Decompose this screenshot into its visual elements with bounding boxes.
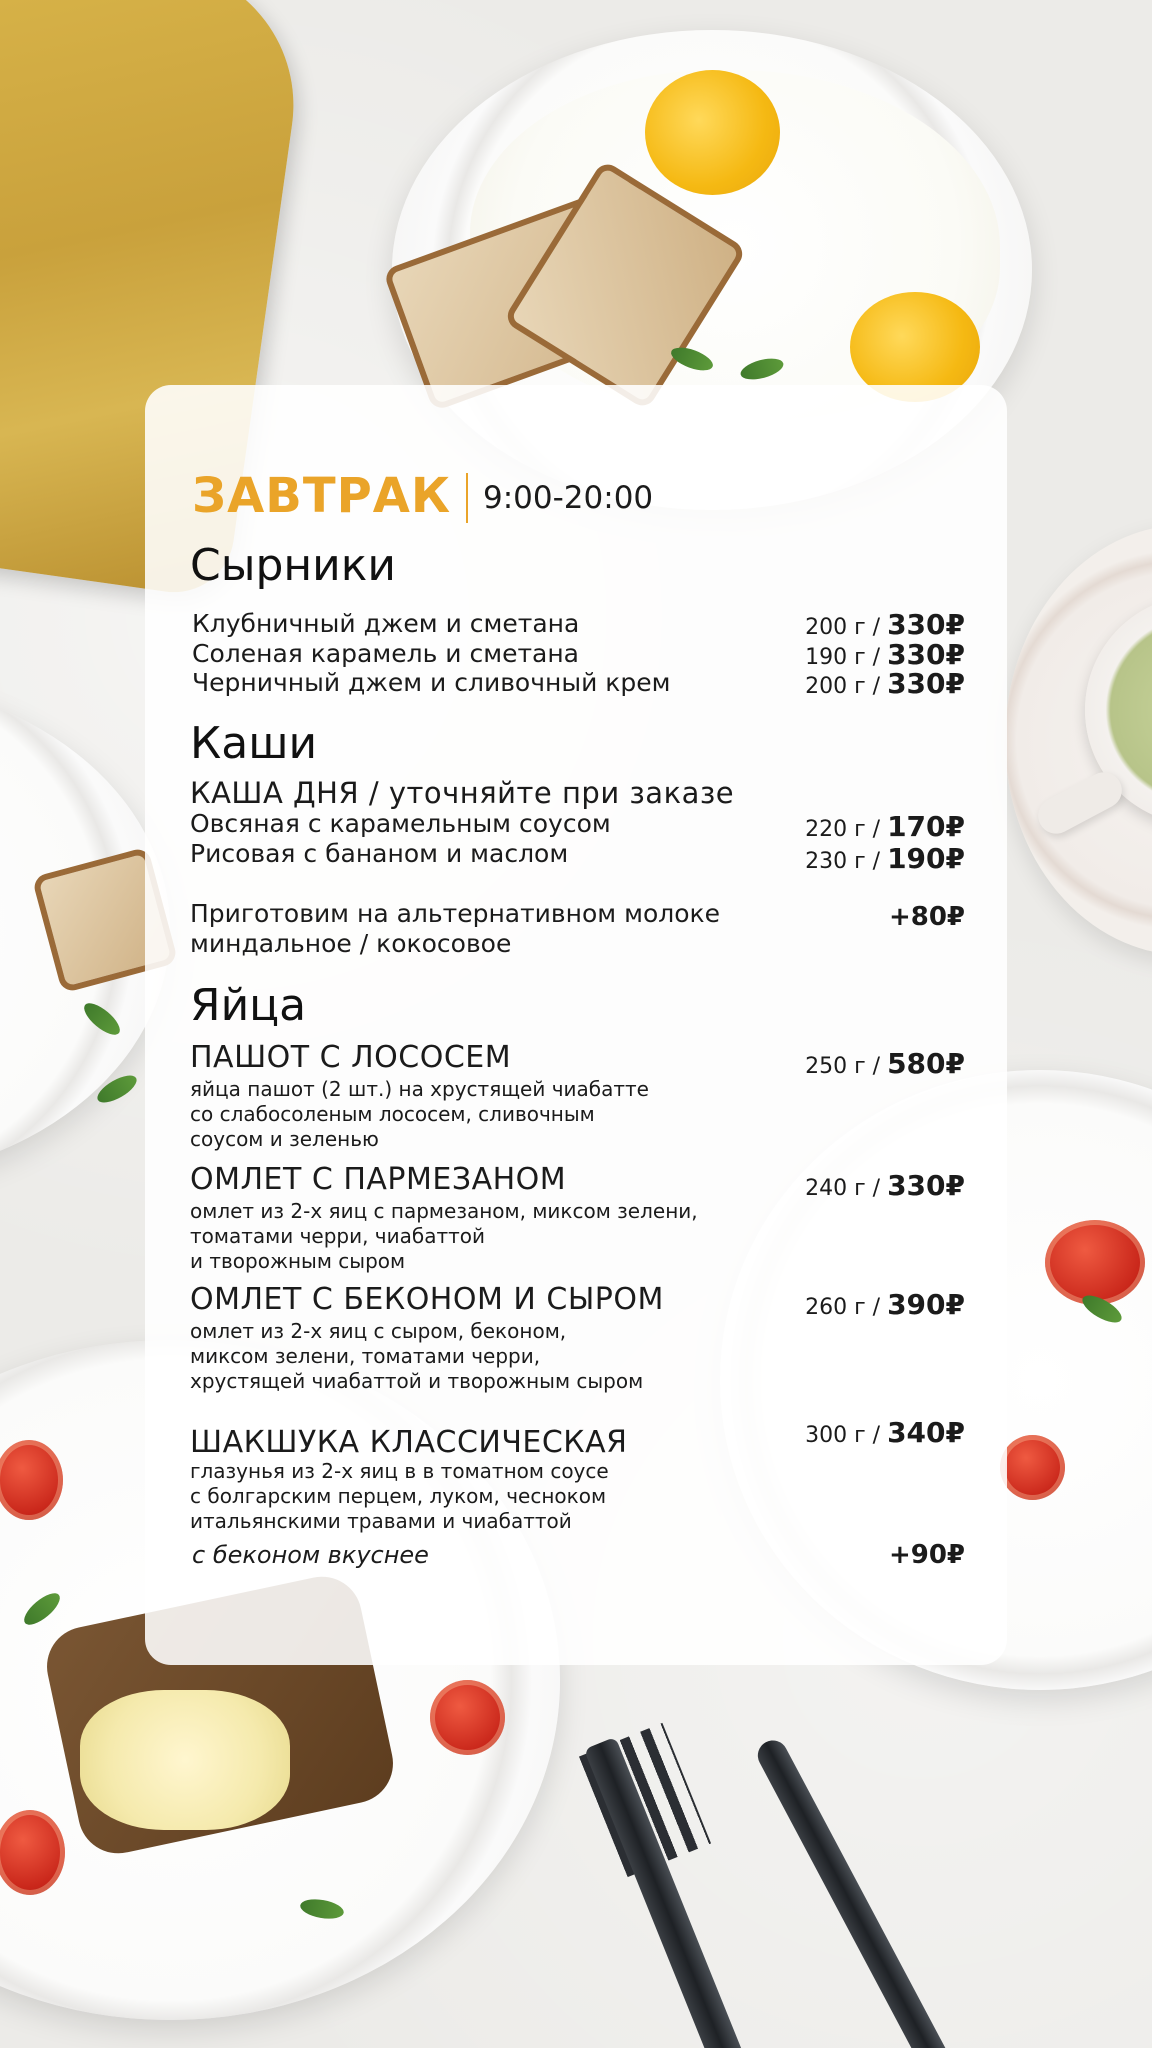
dish-name: ОМЛЕТ С БЕКОНОМ И СЫРОМ <box>190 1282 664 1317</box>
cherry-tomato <box>430 1680 505 1755</box>
dish-description: омлет из 2-х яиц с сыром, беконом, миксом зелени, томатами черри, хрустящей чиабаттой и творожным сыром <box>190 1319 644 1393</box>
menu-item-price: 250 г / 580₽ <box>805 1047 965 1080</box>
menu-item-price: 190 г / 330₽ <box>805 638 965 671</box>
menu-item-price: 240 г / 330₽ <box>805 1169 965 1202</box>
dish-description: омлет из 2-х яиц с пармезаном, миксом зелени, томатами черри, чиабаттой и творожным сыром <box>190 1199 698 1273</box>
menu-item-price: 200 г / 330₽ <box>805 667 965 700</box>
scrambled-eggs <box>80 1690 290 1830</box>
dish-description: яйца пашот (2 шт.) на хрустящей чиабатте со слабосоленым лососем, сливочным соусом и зеленью <box>190 1077 649 1151</box>
title-divider <box>466 473 468 523</box>
menu-item-price: 300 г / 340₽ <box>805 1416 965 1449</box>
porridge-of-the-day: КАША ДНЯ / уточняйте при заказе <box>190 776 735 810</box>
alt-milk-text: Приготовим на альтернативном молоке <box>190 899 721 928</box>
dish-name: ПАШОТ С ЛОСОСЕМ <box>190 1040 512 1075</box>
menu-item-price: 260 г / 390₽ <box>805 1288 965 1321</box>
section-title-eggs: Яйца <box>190 980 307 1031</box>
menu-item-name: Клубничный джем и сметана <box>192 609 580 638</box>
alt-milk-options: миндальное / кокосовое <box>190 929 512 958</box>
cherry-tomato <box>1000 1435 1065 1500</box>
dish-name: ОМЛЕТ С ПАРМЕЗАНОМ <box>190 1162 567 1197</box>
menu-item-name: Рисовая с бананом и маслом <box>190 839 569 868</box>
menu-item-price: 200 г / 330₽ <box>805 608 965 641</box>
alt-milk-price: +80₽ <box>888 902 965 932</box>
menu-item-price: 220 г / 170₽ <box>805 810 965 843</box>
section-title-syrniki: Сырники <box>190 540 396 591</box>
menu-item-price: 230 г / 190₽ <box>805 842 965 875</box>
menu-item-name: Овсяная с карамельным соусом <box>190 809 611 838</box>
dish-name: ШАКШУКА КЛАССИЧЕСКАЯ <box>190 1425 628 1460</box>
bacon-note: с беконом вкуснее <box>192 1541 429 1569</box>
menu-card <box>145 385 1007 1665</box>
menu-item-name: Черничный джем и сливочный крем <box>192 668 671 697</box>
menu-item-name: Соленая карамель и сметана <box>192 639 579 668</box>
cherry-tomato <box>1045 1220 1145 1305</box>
bacon-price: +90₽ <box>888 1540 965 1570</box>
knife <box>753 1735 958 2048</box>
opening-hours: 9:00-20:00 <box>483 480 654 516</box>
dish-description: глазунья из 2-х яиц в в томатном соусе с болгарским перцем, луком, чесноком итальянскими травами и чиабаттой <box>190 1459 609 1533</box>
egg-yolk <box>645 70 780 195</box>
section-title-kashi: Каши <box>190 718 318 769</box>
menu-title: ЗАВТРАК <box>192 468 452 524</box>
